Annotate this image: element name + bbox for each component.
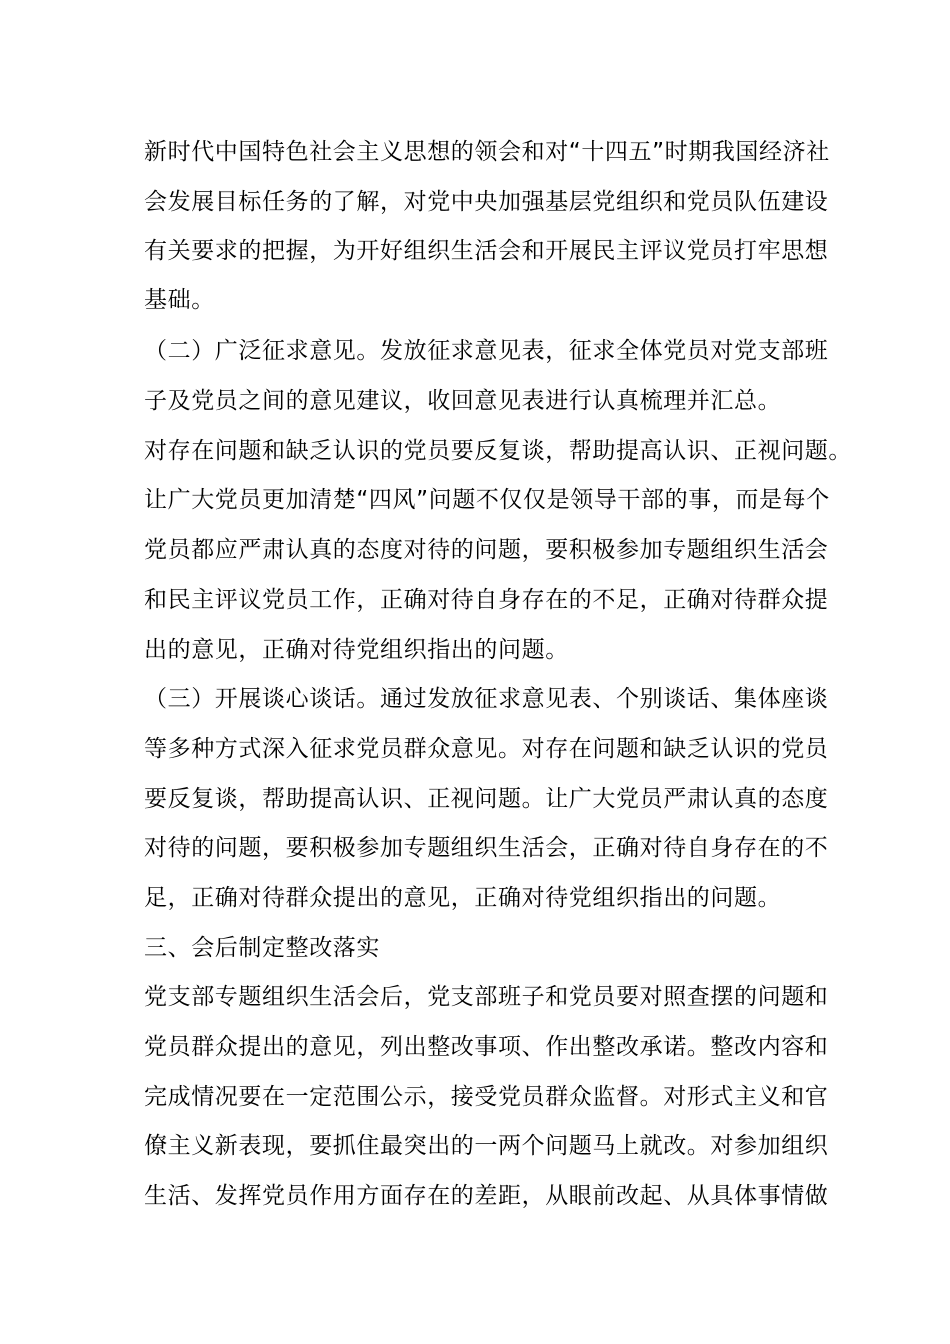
- text-line: 基础。: [144, 287, 215, 313]
- text-line: 党员都应严肃认真的态度对待的问题，要积极参加专题组织生活会: [144, 537, 829, 563]
- text-line: （二）广泛征求意见。发放征求意见表，征求全体党员对党支部班: [144, 338, 829, 364]
- text-line: 要反复谈，帮助提高认识、正视问题。让广大党员严肃认真的态度: [144, 786, 829, 812]
- text-line: 生活、发挥党员作用方面存在的差距，从眼前改起、从具体事情做: [144, 1183, 829, 1209]
- text-line: （三）开展谈心谈话。通过发放征求意见表、个别谈话、集体座谈: [144, 686, 829, 712]
- text-line: 对存在问题和缺乏认识的党员要反复谈，帮助提高认识、正视问题。: [144, 438, 852, 464]
- text-line: 新时代中国特色社会主义思想的领会和对“十四五”时期我国经济社: [144, 139, 830, 165]
- text-line: 党员群众提出的意见，列出整改事项、作出整改承诺。整改内容和: [144, 1034, 829, 1060]
- text-line: 等多种方式深入征求党员群众意见。对存在问题和缺乏认识的党员: [144, 736, 829, 762]
- text-line: 会发展目标任务的了解，对党中央加强基层党组织和党员队伍建设: [144, 189, 829, 215]
- text-line: 有关要求的把握，为开好组织生活会和开展民主评议党员打牢思想: [144, 238, 829, 264]
- text-line: 完成情况要在一定范围公示，接受党员群众监督。对形式主义和官: [144, 1084, 829, 1110]
- text-line: 僚主义新表现，要抓住最突出的一两个问题马上就改。对参加组织: [144, 1133, 829, 1159]
- text-line: 让广大党员更加清楚“四风”问题不仅仅是领导干部的事，而是每个: [144, 487, 830, 513]
- section-heading: 三、会后制定整改落实: [144, 935, 380, 961]
- text-line: 足，正确对待群众提出的意见，正确对待党组织指出的问题。: [144, 885, 782, 911]
- text-line: 党支部专题组织生活会后，党支部班子和党员要对照查摆的问题和: [144, 984, 829, 1010]
- text-line: 出的意见，正确对待党组织指出的问题。: [144, 637, 569, 663]
- text-line: 对待的问题，要积极参加专题组织生活会，正确对待自身存在的不: [144, 835, 829, 861]
- text-line: 和民主评议党员工作，正确对待自身存在的不足，正确对待群众提: [144, 587, 829, 613]
- text-line: 子及党员之间的意见建议，收回意见表进行认真梳理并汇总。: [144, 388, 782, 414]
